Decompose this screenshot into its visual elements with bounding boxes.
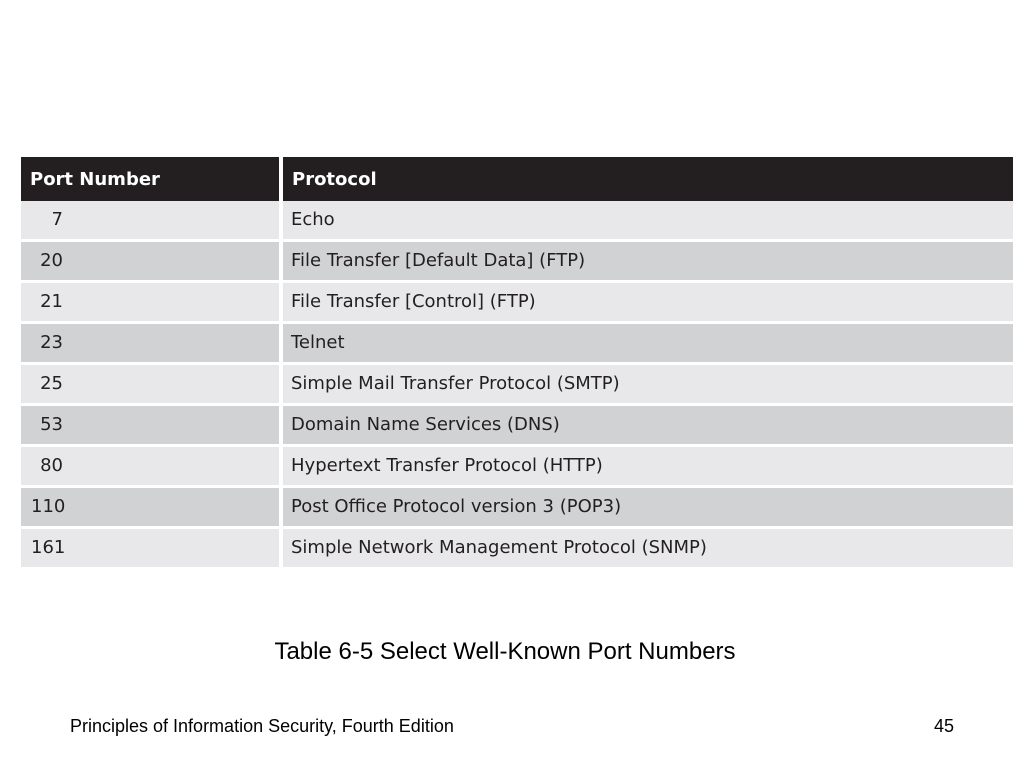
port-numbers-table <box>21 157 1013 570</box>
protocol-cell: Simple Network Management Protocol (SNMP) <box>283 529 1013 570</box>
protocol-cell: Echo <box>283 201 1013 242</box>
port-number-cell <box>21 529 279 570</box>
port-number: 20 <box>40 250 63 271</box>
port-number-cell <box>21 406 279 447</box>
protocol-cell: Telnet <box>283 324 1013 365</box>
page-number: 45 <box>933 716 954 736</box>
port-number: 53 <box>40 414 63 435</box>
protocol-cell: Domain Name Services (DNS) <box>283 406 1013 447</box>
table-row <box>21 406 1013 447</box>
port-number: 7 <box>51 209 63 230</box>
table-header-row <box>21 157 1013 201</box>
table-row <box>21 447 1013 488</box>
port-number: 21 <box>40 291 63 312</box>
port-number: 110 <box>31 496 66 517</box>
port-number: 161 <box>31 537 66 558</box>
table-row <box>21 365 1013 406</box>
port-number-cell <box>21 365 279 406</box>
port-number-cell <box>21 242 279 283</box>
footer-source: Principles of Information Security, Fourth Edition <box>70 716 454 736</box>
protocol-cell: Simple Mail Transfer Protocol (SMTP) <box>283 365 1013 406</box>
table-row <box>21 529 1013 570</box>
protocol-cell: Hypertext Transfer Protocol (HTTP) <box>283 447 1013 488</box>
table-row <box>21 283 1013 324</box>
protocol-cell: Post Office Protocol version 3 (POP3) <box>283 488 1013 529</box>
table-row <box>21 201 1013 242</box>
protocol-header: Protocol <box>283 157 1013 201</box>
protocol-cell: File Transfer [Control] (FTP) <box>283 283 1013 324</box>
port-number-header: Port Number <box>21 157 279 201</box>
table-caption: Table 6-5 Select Well-Known Port Numbers <box>274 638 736 665</box>
port-number-cell <box>21 324 279 365</box>
table-row <box>21 242 1013 283</box>
port-number: 23 <box>40 332 63 353</box>
port-number: 80 <box>40 455 63 476</box>
port-number-cell <box>21 447 279 488</box>
table-row <box>21 324 1013 365</box>
port-number-cell <box>21 201 279 242</box>
port-number-cell <box>21 283 279 324</box>
protocol-cell: File Transfer [Default Data] (FTP) <box>283 242 1013 283</box>
port-number: 25 <box>40 373 63 394</box>
port-number-cell <box>21 488 279 529</box>
table-row <box>21 488 1013 529</box>
